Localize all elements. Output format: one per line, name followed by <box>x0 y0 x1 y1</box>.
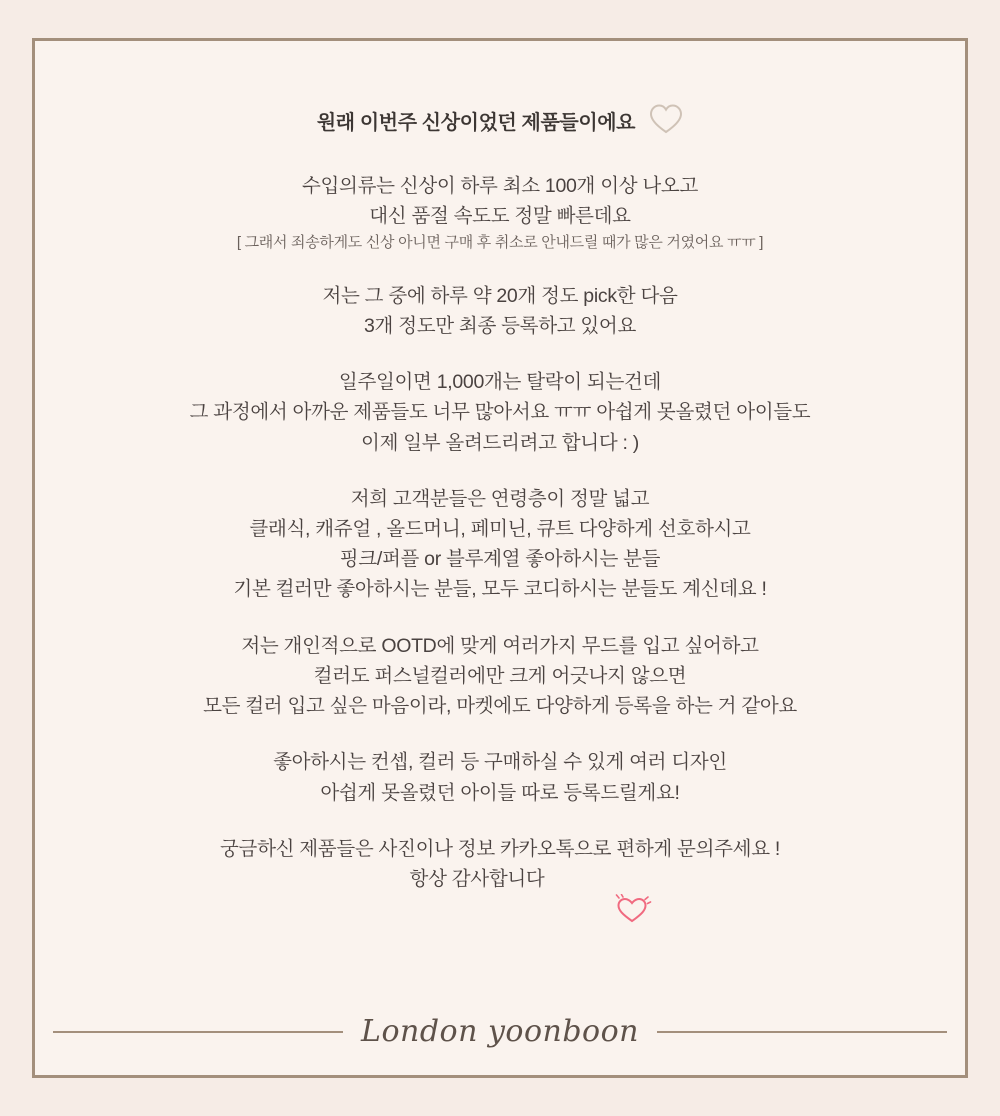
paragraph-block <box>35 631 965 722</box>
paragraph-block <box>35 281 965 341</box>
paragraph-line: 좋아하시는 컨셉, 컬러 등 구매하실 수 있게 여러 디자인 <box>273 751 727 774</box>
signature-row <box>35 1014 965 1049</box>
note-title-row <box>35 103 965 137</box>
paragraph-line: 대신 품절 속도도 정말 빠른데요 <box>369 205 631 228</box>
paragraph-line: 클래식, 캐쥬얼 , 올드머니, 페미닌, 큐트 다양하게 선호하시고 <box>249 518 751 540</box>
note-card <box>32 38 968 1078</box>
paragraph-block <box>35 171 965 255</box>
paragraph-line: 기본 컬러만 좋아하시는 분들, 모두 코디하시는 분들도 계신데요 ! <box>233 578 767 601</box>
paragraph-line: 저는 그 중에 하루 약 20개 정도 pick한 다음 <box>322 284 678 307</box>
paragraph-line: 궁금하신 제품들은 사진이나 정보 카카오톡으로 편하게 문의주세요 ! <box>220 837 780 860</box>
closing-block <box>35 834 965 894</box>
paragraph-line: 수입의류는 신상이 하루 최소 100개 이상 나오고 <box>301 175 698 197</box>
page-title: 원래 이번주 신상이었던 제품들이에요 <box>316 111 636 134</box>
paragraph-line: 핑크/퍼플 or 블루계열 좋아하시는 분들 <box>339 548 661 571</box>
closing-text: 항상 감사합니다 <box>409 867 545 890</box>
closing-line <box>410 864 591 894</box>
heart-outline-icon <box>649 103 683 137</box>
note-content <box>35 41 965 894</box>
paragraph-block <box>35 747 965 807</box>
paragraph-note: [ 그래서 죄송하게도 신상 아니면 구매 후 취소로 안내드릴 때가 많은 거였어요 ㅠㅠ ] <box>236 234 764 252</box>
paragraph-line: 아쉽게 못올렸던 아이들 따로 등록드릴게요! <box>320 781 680 804</box>
note-card-inner <box>35 41 965 1075</box>
paragraph-block <box>35 484 965 605</box>
paragraph-block <box>35 367 965 458</box>
paragraph-line: 모든 컬러 입고 싶은 마음이라, 마켓에도 다양하게 등록을 하는 거 같아요 <box>203 695 797 718</box>
paragraph-line: 저희 고객분들은 연령층이 정말 넓고 <box>350 487 650 510</box>
divider-left <box>53 1031 343 1033</box>
paragraph-line: 일주일이면 1,000개는 탈락이 되는건데 <box>338 371 662 394</box>
pink-heart-icon <box>550 864 590 894</box>
paragraph-line: 3개 정도만 최종 등록하고 있어요 <box>364 314 636 337</box>
paragraph-line: 그 과정에서 아까운 제품들도 너무 많아서요 ㅠㅠ 아쉽게 못올렸던 아이들도 <box>189 401 811 424</box>
paragraph-line: 컬러도 퍼스널컬러에만 크게 어긋나지 않으면 <box>313 664 687 687</box>
divider-right <box>657 1031 947 1033</box>
brand-signature: London yoonboon <box>361 1014 639 1049</box>
paragraph-line: 이제 일부 올려드리려고 합니다 : ) <box>361 431 639 454</box>
paragraph-line: 저는 개인적으로 OOTD에 맞게 여러가지 무드를 입고 싶어하고 <box>241 634 759 657</box>
